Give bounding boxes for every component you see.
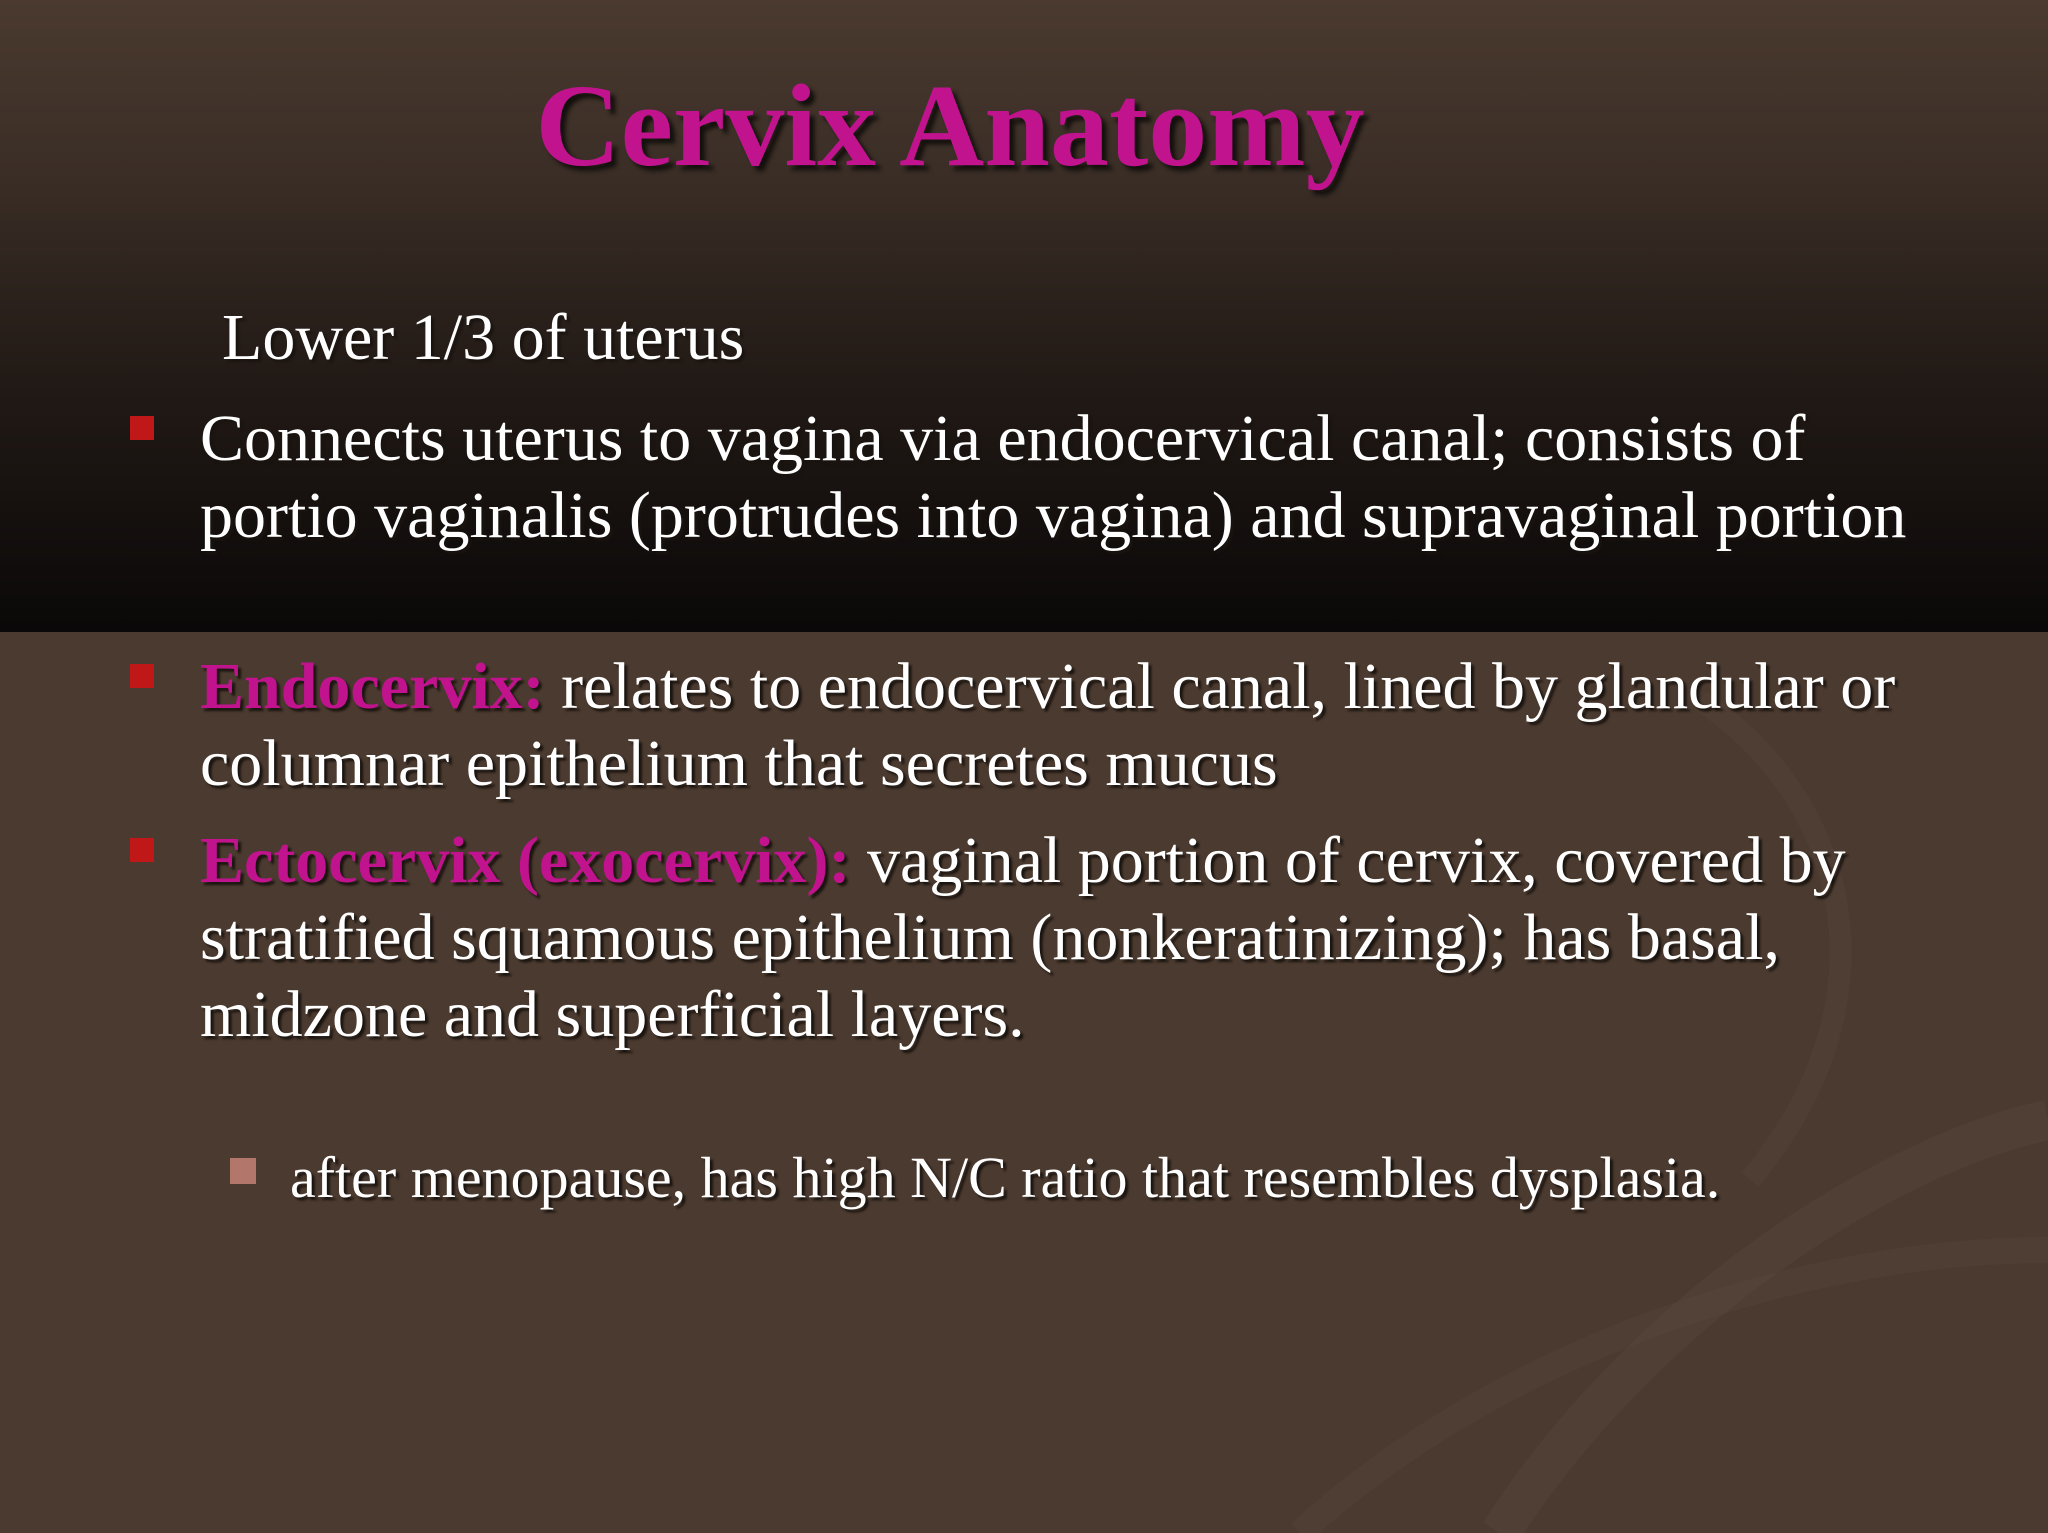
bullet-1-text: Connects uterus to vagina via endocervical canal; consists of portio vaginalis (protrudes into vagina) and supravaginal portion — [200, 402, 1907, 552]
lead-text: Lower 1/3 of uterus — [222, 301, 745, 374]
bullet-marker-3 — [130, 838, 154, 862]
sub-bullet-marker-1 — [230, 1158, 256, 1184]
bullet-3-term: Ectocervix (exocervix): — [200, 824, 851, 897]
bullet-2-text: relates to endocervical canal, lined by glandular or columnar epithelium that secretes mucus — [200, 650, 1896, 800]
bullet-marker-2 — [130, 664, 154, 688]
bullet-3-text: vaginal portion of cervix, covered by stratified squamous epithelium (nonkeratinizing); has basal, midzone and superficial layers. — [200, 824, 1846, 1051]
bullet-marker-1 — [130, 416, 154, 440]
bullet-1 — [200, 400, 1920, 554]
bullet-2-term: Endocervix: — [200, 650, 545, 723]
slide-title: Cervix Anatomy — [535, 60, 1365, 191]
bullet-2 — [200, 648, 1920, 802]
bullet-3 — [200, 822, 1920, 1053]
sub-bullet-1: after menopause, has high N/C ratio that resembles dysplasia. — [290, 1145, 1721, 1210]
